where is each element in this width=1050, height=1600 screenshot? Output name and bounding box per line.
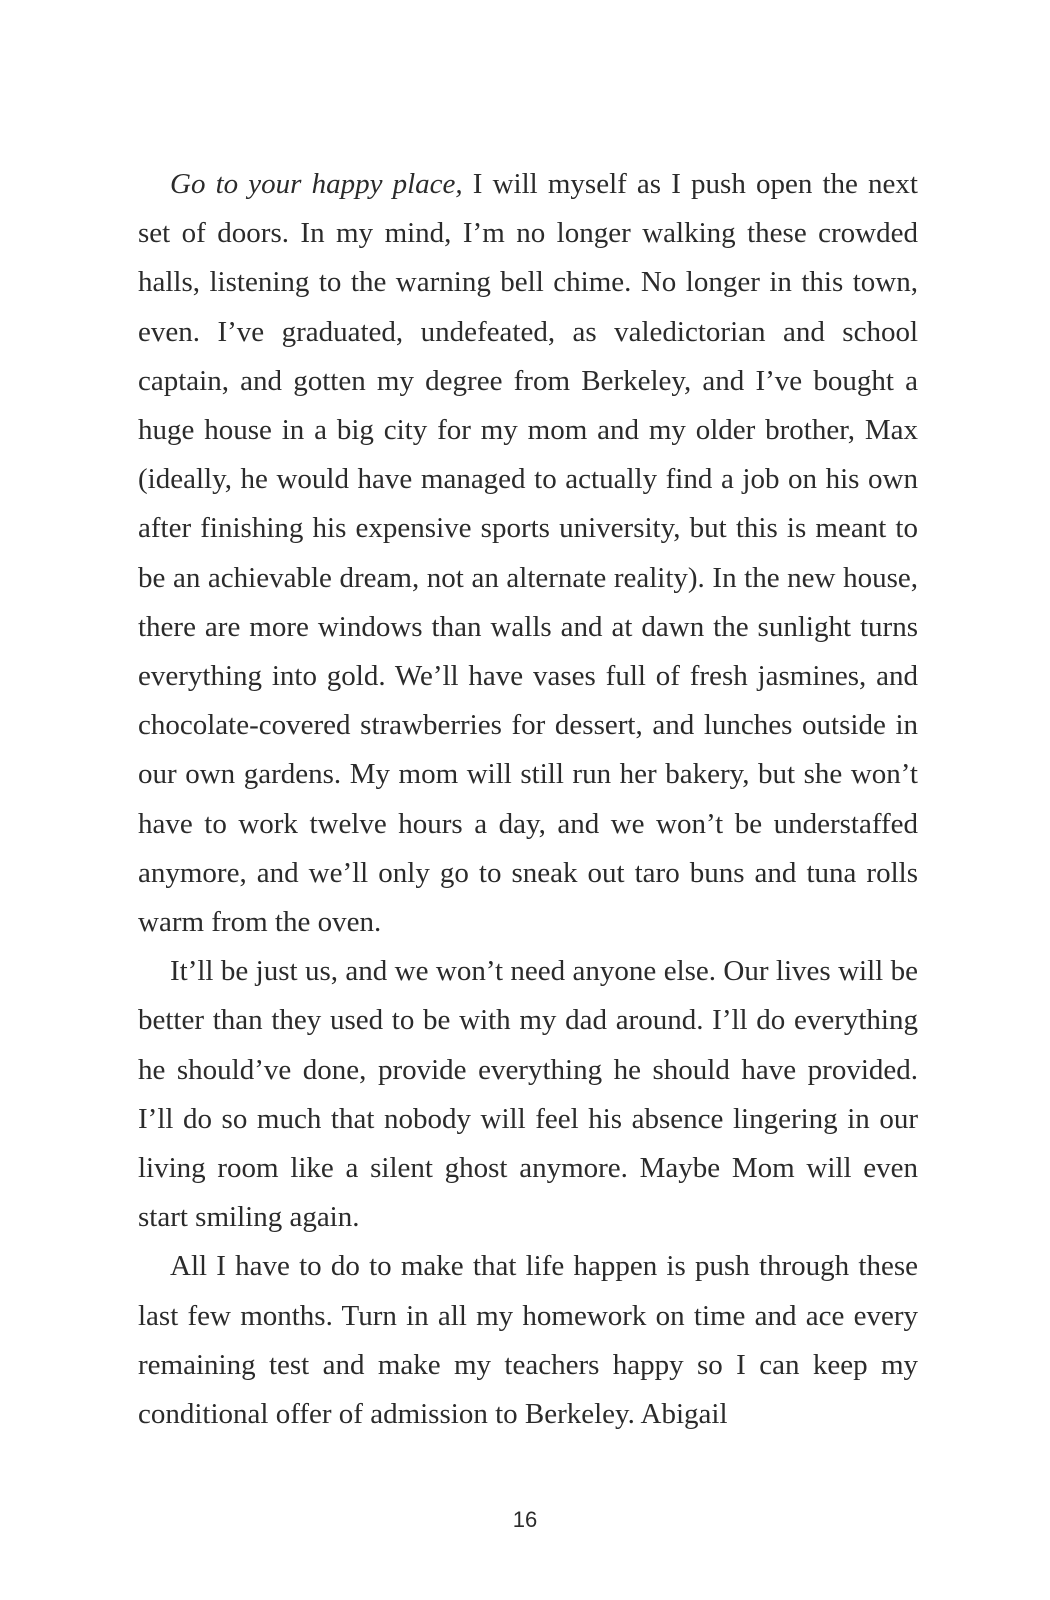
paragraph-1 (138, 160, 918, 947)
paragraph-3: All I have to do to make that life happen is push through these last few months. Turn in all my homework on time and ace every remaining test and make my teachers happy so I can keep my conditional offer of admission to Berkeley. Abigail (138, 1250, 918, 1431)
body-text (138, 160, 918, 1439)
page-number: 16 (512, 1507, 538, 1532)
italic-lead: Go to your happy place, (170, 168, 463, 200)
paragraph-1-text: I will myself as I push open the next set of doors. In my mind, I’m no longer walking these crowded halls, listening to the warning bell chime. No longer in this town, even. I’ve graduated, undefeated, as valedictorian and school captain, and gotten my degree from Berkeley, and I’ve bought a huge house in a big city for my mom and my older brother, Max (ideally, he would have managed to actually find a job on his own after finishing his expensive sports university, but this is meant to be an achievable dream, not an alternate reality). In the new house, there are more windows than walls and at dawn the sunlight turns everything into gold. We’ll have vases full of fresh jasmines, and chocolate-covered strawberries for dessert, and lunches outside in our own gardens. My mom will still run her bakery, but she won’t have to work twelve hours a day, and we won’t be understaffed anymore, and we’ll only go to sneak out taro buns and tuna rolls warm from the oven. (138, 168, 918, 939)
paragraph-2: It’ll be just us, and we won’t need anyone else. Our lives will be better than they used to be with my dad around. I’ll do everything he should’ve done, provide everything he should have provided. I’ll do so much that nobody will feel his absence lingering in our living room like a silent ghost anymore. Maybe Mom will even start smiling again. (138, 955, 918, 1234)
